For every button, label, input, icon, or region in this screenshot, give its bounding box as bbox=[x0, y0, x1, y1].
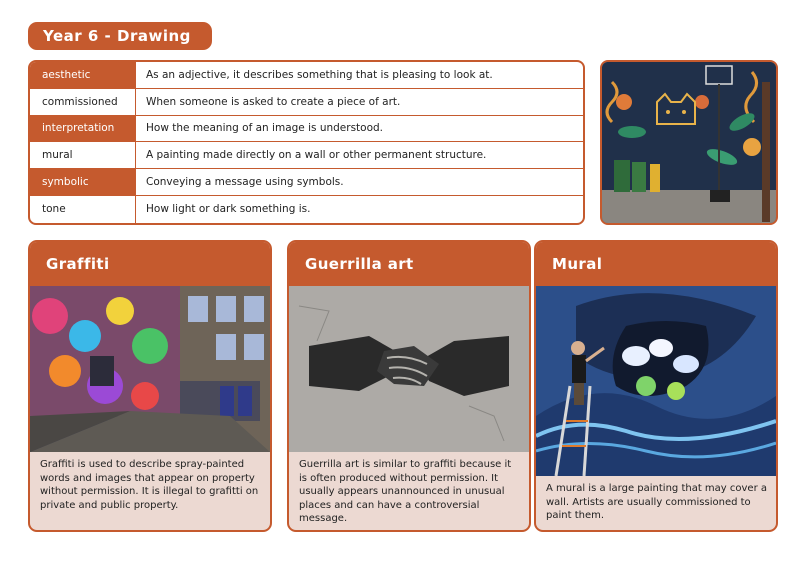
glossary-definition: How light or dark something is. bbox=[146, 203, 311, 216]
glossary-row bbox=[30, 116, 583, 143]
glossary-row bbox=[30, 196, 583, 223]
glossary-term: commissioned bbox=[30, 89, 136, 115]
glossary-definition: How the meaning of an image is understood. bbox=[146, 122, 384, 135]
glossary-term: tone bbox=[30, 196, 136, 223]
guerrilla-art-card bbox=[287, 240, 531, 532]
glossary-row bbox=[30, 89, 583, 116]
glossary-definition: Conveying a message using symbols. bbox=[146, 176, 344, 189]
card-heading: Guerrilla art bbox=[289, 242, 529, 286]
card-heading: Graffiti bbox=[30, 242, 270, 286]
card-description: Guerrilla art is similar to graffiti because it is often produced without permission. It usually appears unannounced in unusual places and can have a controversial message. bbox=[299, 459, 512, 525]
guerrilla-art-photo bbox=[289, 286, 529, 452]
card-heading: Mural bbox=[536, 242, 776, 286]
mural-photo bbox=[600, 60, 778, 225]
glossary-row bbox=[30, 169, 583, 196]
glossary-row bbox=[30, 62, 583, 89]
page-title: Year 6 - Drawing bbox=[28, 22, 212, 50]
glossary-term: interpretation bbox=[30, 116, 136, 142]
glossary-definition: When someone is asked to create a piece of art. bbox=[146, 95, 401, 108]
mural-painting-photo bbox=[536, 286, 776, 476]
card-description: A mural is a large painting that may cover a wall. Artists are usually commissioned to paint them. bbox=[546, 483, 768, 522]
glossary-row bbox=[30, 142, 583, 169]
glossary-term: mural bbox=[30, 142, 136, 168]
glossary-term: symbolic bbox=[30, 169, 136, 195]
glossary-definition: A painting made directly on a wall or other permanent structure. bbox=[146, 149, 487, 162]
graffiti-card bbox=[28, 240, 272, 532]
card-description: Graffiti is used to describe spray-painted words and images that appear on property without permission. It is illegal to grafitti on private and public property. bbox=[40, 459, 259, 511]
glossary-definition: As an adjective, it describes something that is pleasing to look at. bbox=[146, 68, 493, 81]
graffiti-photo bbox=[30, 286, 270, 452]
glossary-term: aesthetic bbox=[30, 62, 136, 88]
mural-card bbox=[534, 240, 778, 532]
glossary-table bbox=[28, 60, 585, 225]
